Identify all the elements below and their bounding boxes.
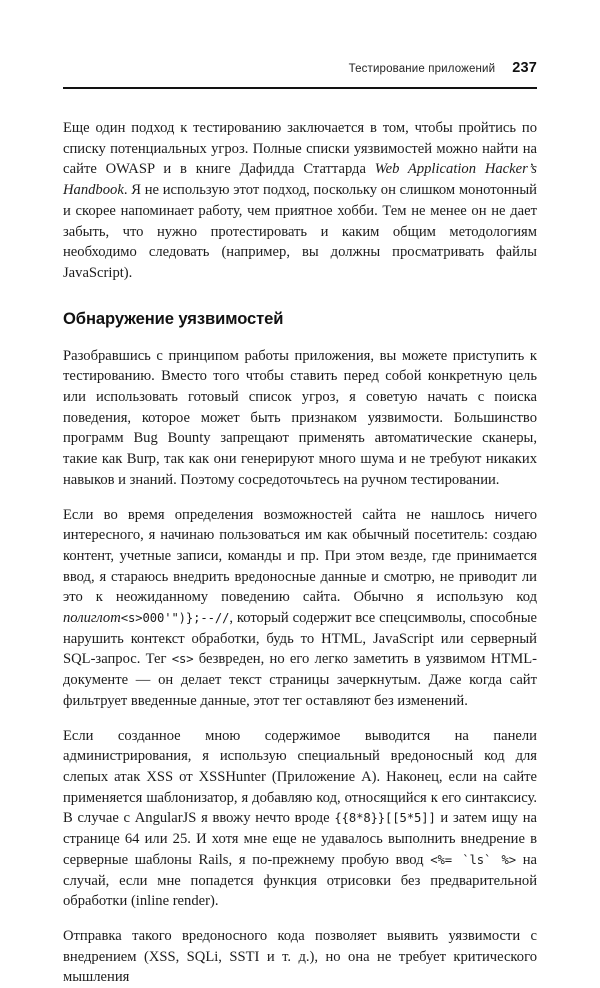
paragraph-intro-run2: . Я не использую этот подход, поскольку он слишком монотонный и скорее напоминает работу, чем приятное хобби. Тем не менее он не дает забыть, что нужно протестировать и каким общим методологиям необходимо следовать (например, вы должны просматривать файлы JavaScript). [63,182,537,281]
paragraph-template-injection [63,726,537,912]
section-heading-vulnerability-discovery: Обнаружение уязвимостей [63,308,284,328]
running-head [63,60,537,76]
code-erb-payload: <%= `ls` %> [430,852,516,867]
paragraph-polyglot-run1: Если во время определения возможностей сайта не нашлось ничего интересного, я начинаю пользоваться им как обычный посетитель: создаю контент, учетные записи, команды и пр. При этом везде, где принимается ввод, я стараюсь внедрить вредоносные данные и смотрю, не приводит ли это к неожиданному поведению сайта. Обычно я использую код [63,506,537,606]
text-column [63,118,537,988]
running-head-title: Тестирование приложений [348,63,496,75]
page-number: 237 [512,60,537,76]
paragraph-intro [63,118,537,284]
paragraph-manual-testing: Разобравшись с принципом работы приложения, вы можете приступить к тестированию. Вместо того чтобы ставить перед собой конкретную цель или использовать готовый список угроз, я советую начать с поиска поведения, которое может быть признаком уязвимости. Большинство программ Bug Bounty запрещают применять автоматические сканеры, такие как Burp, так как они генерируют много шума и не требуют никаких навыков и знаний. Поэтому сосредоточьтесь на ручном тестировании. [63,347,537,488]
paragraph-polyglot-run2: , который содержит все спецсимволы, способные нарушить контекст обработки, будь то HTML, JavaScript или серверный SQL-запрос. Тег [63,610,537,668]
code-polyglot-payload: <s>000'")};--// [120,611,230,626]
code-angularjs-payload: {{8*8}}[[5*5]] [334,811,436,826]
paragraph-injection-summary: Отправка такого вредоносного кода позволяет выявить уязвимости с внедрением (XSS, SQLi, SSTI и т. д.), но она не требует критического мышления [63,927,537,986]
code-s-tag: <s> [171,652,194,667]
paragraph-polyglot-run3: безвреден, но его легко заметить в уязвимом HTML-документе — он делает текст страницы зачеркнутым. Даже когда сайт фильтрует введенные данные, этот тег оставляют без изменений. [63,651,537,709]
term-polyglot: полиглот [63,610,121,627]
paragraph-template-injection-run2: и затем ищу на странице 64 или 25. И хотя мне еще не удавалось выполнить внедрение в серверные шаблоны Rails, я по-прежнему пробую ввод [63,810,537,868]
paragraph-polyglot [63,505,537,712]
paragraph-intro-run1: Еще один подход к тестированию заключается в том, чтобы пройтись по списку потенциальных угроз. Полные списки уязвимостей можно найти на сайте OWASP и в книге Дафидда Статтарда [63,120,537,178]
paragraph-template-injection-run3: на случай, если мне попадется функция отрисовки без предварительной обработки (inline render). [63,851,537,910]
header-divider-rule [63,87,537,89]
book-title-citation: Web Application Hacker’s Handbook [63,161,537,199]
paragraph-template-injection-run1: Если созданное мною содержимое выводится на панели администрирования, я использую специальный вредоносный код для слепых атак XSS от XSSHunter (Приложение А). Наконец, если на сайте применяется шаблонизатор, я добавляю код, относящийся к его синтаксису. В случае с AngularJS я ввожу нечто вроде [63,727,537,827]
